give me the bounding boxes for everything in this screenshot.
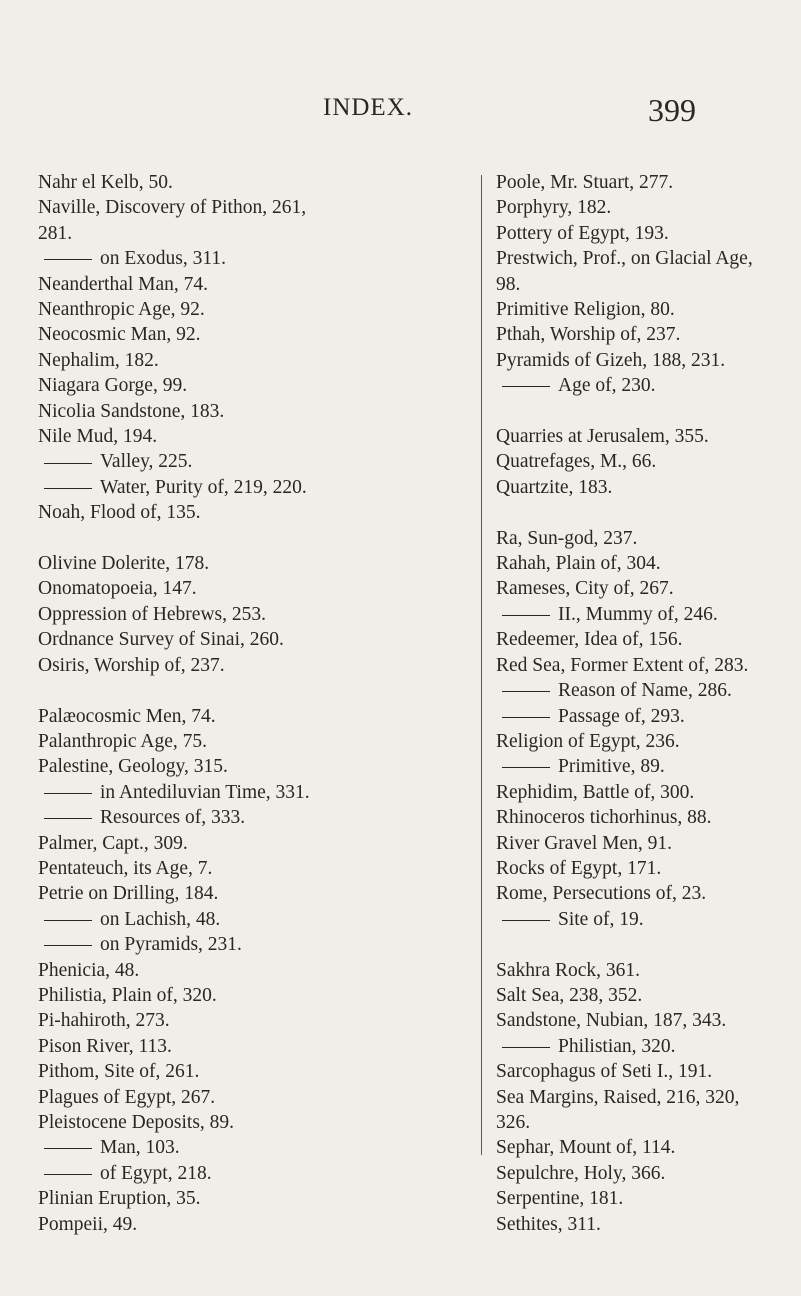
index-entry: [496, 576, 786, 601]
index-entry: [496, 1161, 786, 1186]
index-entry: [38, 729, 478, 754]
ditto-dash: [44, 1174, 92, 1175]
index-entry: [496, 170, 786, 195]
section-gap: [38, 678, 478, 703]
entry-text: Philistia, Plain of, 320.: [38, 984, 217, 1006]
index-entry: [496, 1008, 786, 1033]
ditto-dash: [44, 920, 92, 921]
index-subentry: [496, 907, 786, 932]
index-subentry: [38, 805, 478, 830]
index-entry: [496, 831, 786, 856]
entry-text: Pithom, Site of, 261.: [38, 1061, 200, 1083]
entry-text: 98.: [496, 273, 521, 295]
entry-text: Plinian Eruption, 35.: [38, 1188, 201, 1210]
index-entry: [496, 322, 786, 347]
entry-text: Nicolia Sandstone, 183.: [38, 400, 225, 422]
index-entry: [496, 195, 786, 220]
index-entry: [38, 704, 478, 729]
index-subentry: [38, 907, 478, 932]
index-subentry: [38, 780, 478, 805]
index-entry: [38, 399, 478, 424]
index-entry: [38, 272, 478, 297]
index-entry: [496, 1186, 786, 1211]
ditto-dash: [502, 386, 550, 387]
index-entry: [38, 576, 478, 601]
entry-text: on Lachish, 48.: [100, 908, 221, 930]
index-entry: [496, 1085, 786, 1110]
ditto-dash: [502, 717, 550, 718]
index-entry: [38, 856, 478, 881]
index-entry: [496, 1059, 786, 1084]
index-entry: [38, 221, 478, 246]
entry-text: Reason of Name, 286.: [558, 680, 732, 702]
entry-text: Nile Mud, 194.: [38, 426, 158, 448]
ditto-dash: [44, 259, 92, 260]
index-entry: [38, 348, 478, 373]
index-entry: [496, 297, 786, 322]
index-entry: [496, 958, 786, 983]
entry-text: Sakhra Rock, 361.: [496, 959, 641, 981]
entry-text: Primitive, 89.: [558, 756, 665, 778]
section-gap: [496, 500, 786, 525]
entry-text: Niagara Gorge, 99.: [38, 375, 188, 397]
ditto-dash: [44, 945, 92, 946]
entry-text: Naville, Discovery of Pithon, 261,: [38, 197, 307, 219]
ditto-dash: [44, 1148, 92, 1149]
entry-text: Neanthropic Age, 92.: [38, 299, 205, 321]
index-entry: [38, 500, 478, 525]
index-entry: [38, 1186, 478, 1211]
index-entry: [38, 1085, 478, 1110]
entry-text: Noah, Flood of, 135.: [38, 502, 201, 524]
entry-text: Ra, Sun-god, 237.: [496, 527, 638, 549]
entry-text: Pleistocene Deposits, 89.: [38, 1112, 235, 1133]
index-entry: [496, 1212, 786, 1237]
entry-text: Neocosmic Man, 92.: [38, 324, 201, 346]
entry-text: Religion of Egypt, 236.: [496, 730, 680, 752]
entry-text: Neanderthal Man, 74.: [38, 273, 209, 295]
index-column-right: [496, 170, 786, 1237]
entry-text: Onomatopoeia, 147.: [38, 578, 197, 600]
entry-text: Quartzite, 183.: [496, 476, 613, 498]
index-subentry: [496, 704, 786, 729]
index-entry: [496, 221, 786, 246]
ditto-dash: [502, 920, 550, 921]
entry-text: Osiris, Worship of, 237.: [38, 654, 225, 676]
index-subentry: [38, 932, 478, 957]
entry-text: Prestwich, Prof., on Glacial Age,: [496, 248, 753, 270]
entry-text: Quatrefages, M., 66.: [496, 451, 657, 473]
entry-text: Sepulchre, Holy, 366.: [496, 1162, 666, 1184]
ditto-dash: [502, 1047, 550, 1048]
index-entry: [496, 526, 786, 551]
entry-text: Sandstone, Nubian, 187, 343.: [496, 1010, 727, 1032]
entry-text: of Egypt, 218.: [100, 1162, 212, 1184]
index-entry: [496, 1135, 786, 1160]
ditto-dash: [44, 463, 92, 464]
entry-text: Pi-hahiroth, 273.: [38, 1010, 170, 1032]
entry-text: Rhinoceros tichorhinus, 88.: [496, 807, 712, 829]
entry-text: 326.: [496, 1111, 531, 1133]
index-subentry: [38, 449, 478, 474]
section-gap: [496, 932, 786, 957]
index-entry: [38, 602, 478, 627]
entry-text: Rahah, Plain of, 304.: [496, 553, 661, 575]
entry-text: Water, Purity of, 219, 220.: [100, 476, 307, 498]
index-entry: [38, 551, 478, 576]
index-entry: [38, 958, 478, 983]
entry-text: II., Mummy of, 246.: [558, 603, 718, 625]
section-gap: [496, 399, 786, 424]
entry-text: Pyramids of Gizeh, 188, 231.: [496, 349, 726, 371]
index-entry: [496, 780, 786, 805]
page-title: INDEX.: [323, 94, 414, 121]
entry-text: Pentateuch, its Age, 7.: [38, 857, 213, 879]
index-entry: [496, 805, 786, 830]
entry-text: Palæocosmic Men, 74.: [38, 705, 216, 727]
index-entry: [496, 424, 786, 449]
ditto-dash: [502, 767, 550, 768]
index-entry: [496, 627, 786, 652]
index-column-left: [38, 170, 478, 1237]
index-entry: [496, 653, 786, 678]
index-entry: [38, 195, 478, 220]
entry-text: Petrie on Drilling, 184.: [38, 883, 219, 905]
index-entry: [38, 881, 478, 906]
index-entry: [38, 1212, 478, 1237]
entry-text: Poole, Mr. Stuart, 277.: [496, 172, 674, 193]
entry-text: Pompeii, 49.: [38, 1213, 138, 1235]
entry-text: Man, 103.: [100, 1137, 180, 1159]
entry-text: in Antediluvian Time, 331.: [100, 781, 310, 803]
entry-text: Porphyry, 182.: [496, 197, 612, 219]
entry-text: Sethites, 311.: [496, 1213, 601, 1235]
entry-text: Serpentine, 181.: [496, 1188, 624, 1210]
index-subentry: [38, 246, 478, 271]
entry-text: Resources of, 333.: [100, 807, 246, 829]
ditto-dash: [44, 488, 92, 489]
entry-text: Rameses, City of, 267.: [496, 578, 674, 600]
entry-text: 281.: [38, 222, 73, 244]
index-entry: [496, 348, 786, 373]
entry-text: Olivine Dolerite, 178.: [38, 553, 210, 575]
index-entry: [38, 170, 478, 195]
entry-text: Primitive Religion, 80.: [496, 299, 675, 321]
index-entry: [496, 983, 786, 1008]
ditto-dash: [44, 793, 92, 794]
index-entry: [496, 729, 786, 754]
index-entry: [38, 983, 478, 1008]
index-entry: [38, 322, 478, 347]
entry-text: Valley, 225.: [100, 451, 193, 473]
ditto-dash: [502, 691, 550, 692]
page-number: 399: [648, 92, 696, 128]
index-entry: [38, 831, 478, 856]
index-subentry: [496, 1034, 786, 1059]
index-entry: [38, 627, 478, 652]
entry-text: Pthah, Worship of, 237.: [496, 324, 681, 346]
index-entry: [38, 424, 478, 449]
index-entry: [496, 475, 786, 500]
index-subentry: [496, 373, 786, 398]
index-entry: [38, 1008, 478, 1033]
entry-text: Pison River, 113.: [38, 1035, 172, 1057]
index-entry: [38, 1059, 478, 1084]
index-entry: [38, 1034, 478, 1059]
entry-text: Phenicia, 48.: [38, 959, 140, 981]
index-entry: [496, 1110, 786, 1135]
entry-text: Rephidim, Battle of, 300.: [496, 781, 695, 803]
index-subentry: [496, 678, 786, 703]
index-entry: [38, 653, 478, 678]
index-entry: [496, 272, 786, 297]
entry-text: Oppression of Hebrews, 253.: [38, 603, 267, 625]
entry-text: River Gravel Men, 91.: [496, 832, 672, 854]
index-subentry: [38, 1135, 478, 1160]
entry-text: Site of, 19.: [558, 908, 644, 930]
entry-text: Philistian, 320.: [558, 1035, 676, 1057]
entry-text: Rome, Persecutions of, 23.: [496, 883, 707, 905]
entry-text: Redeemer, Idea of, 156.: [496, 629, 683, 651]
index-subentry: [38, 1161, 478, 1186]
entry-text: Palanthropic Age, 75.: [38, 730, 207, 752]
index-entry: [38, 373, 478, 398]
index-subentry: [496, 602, 786, 627]
entry-text: on Pyramids, 231.: [100, 934, 242, 956]
entry-text: on Exodus, 311.: [100, 248, 227, 270]
ditto-dash: [502, 615, 550, 616]
index-entry: [496, 449, 786, 474]
entry-text: Rocks of Egypt, 171.: [496, 857, 662, 879]
entry-text: Passage of, 293.: [558, 705, 685, 727]
column-divider: [481, 175, 482, 1155]
ditto-dash: [44, 818, 92, 819]
entry-text: Ordnance Survey of Sinai, 260.: [38, 629, 284, 651]
index-entry: [38, 754, 478, 779]
index-entry: [496, 881, 786, 906]
entry-text: Plagues of Egypt, 267.: [38, 1086, 216, 1108]
entry-text: Pottery of Egypt, 193.: [496, 222, 669, 244]
index-entry: [38, 1110, 478, 1135]
entry-text: Palmer, Capt., 309.: [38, 832, 188, 854]
index-subentry: [496, 754, 786, 779]
section-gap: [38, 526, 478, 551]
entry-text: Sephar, Mount of, 114.: [496, 1137, 676, 1159]
entry-text: Palestine, Geology, 315.: [38, 756, 228, 778]
entry-text: Age of, 230.: [558, 375, 656, 397]
index-entry: [496, 246, 786, 271]
entry-text: Sea Margins, Raised, 216, 320,: [496, 1086, 740, 1108]
index-entry: [38, 297, 478, 322]
entry-text: Nahr el Kelb, 50.: [38, 172, 173, 193]
index-subentry: [38, 475, 478, 500]
entry-text: Sarcophagus of Seti I., 191.: [496, 1061, 713, 1083]
entry-text: Nephalim, 182.: [38, 349, 159, 371]
page-header: [0, 92, 801, 132]
index-entry: [496, 856, 786, 881]
entry-text: Quarries at Jerusalem, 355.: [496, 426, 709, 448]
entry-text: Red Sea, Former Extent of, 283.: [496, 654, 749, 676]
index-entry: [496, 551, 786, 576]
entry-text: Salt Sea, 238, 352.: [496, 984, 643, 1006]
